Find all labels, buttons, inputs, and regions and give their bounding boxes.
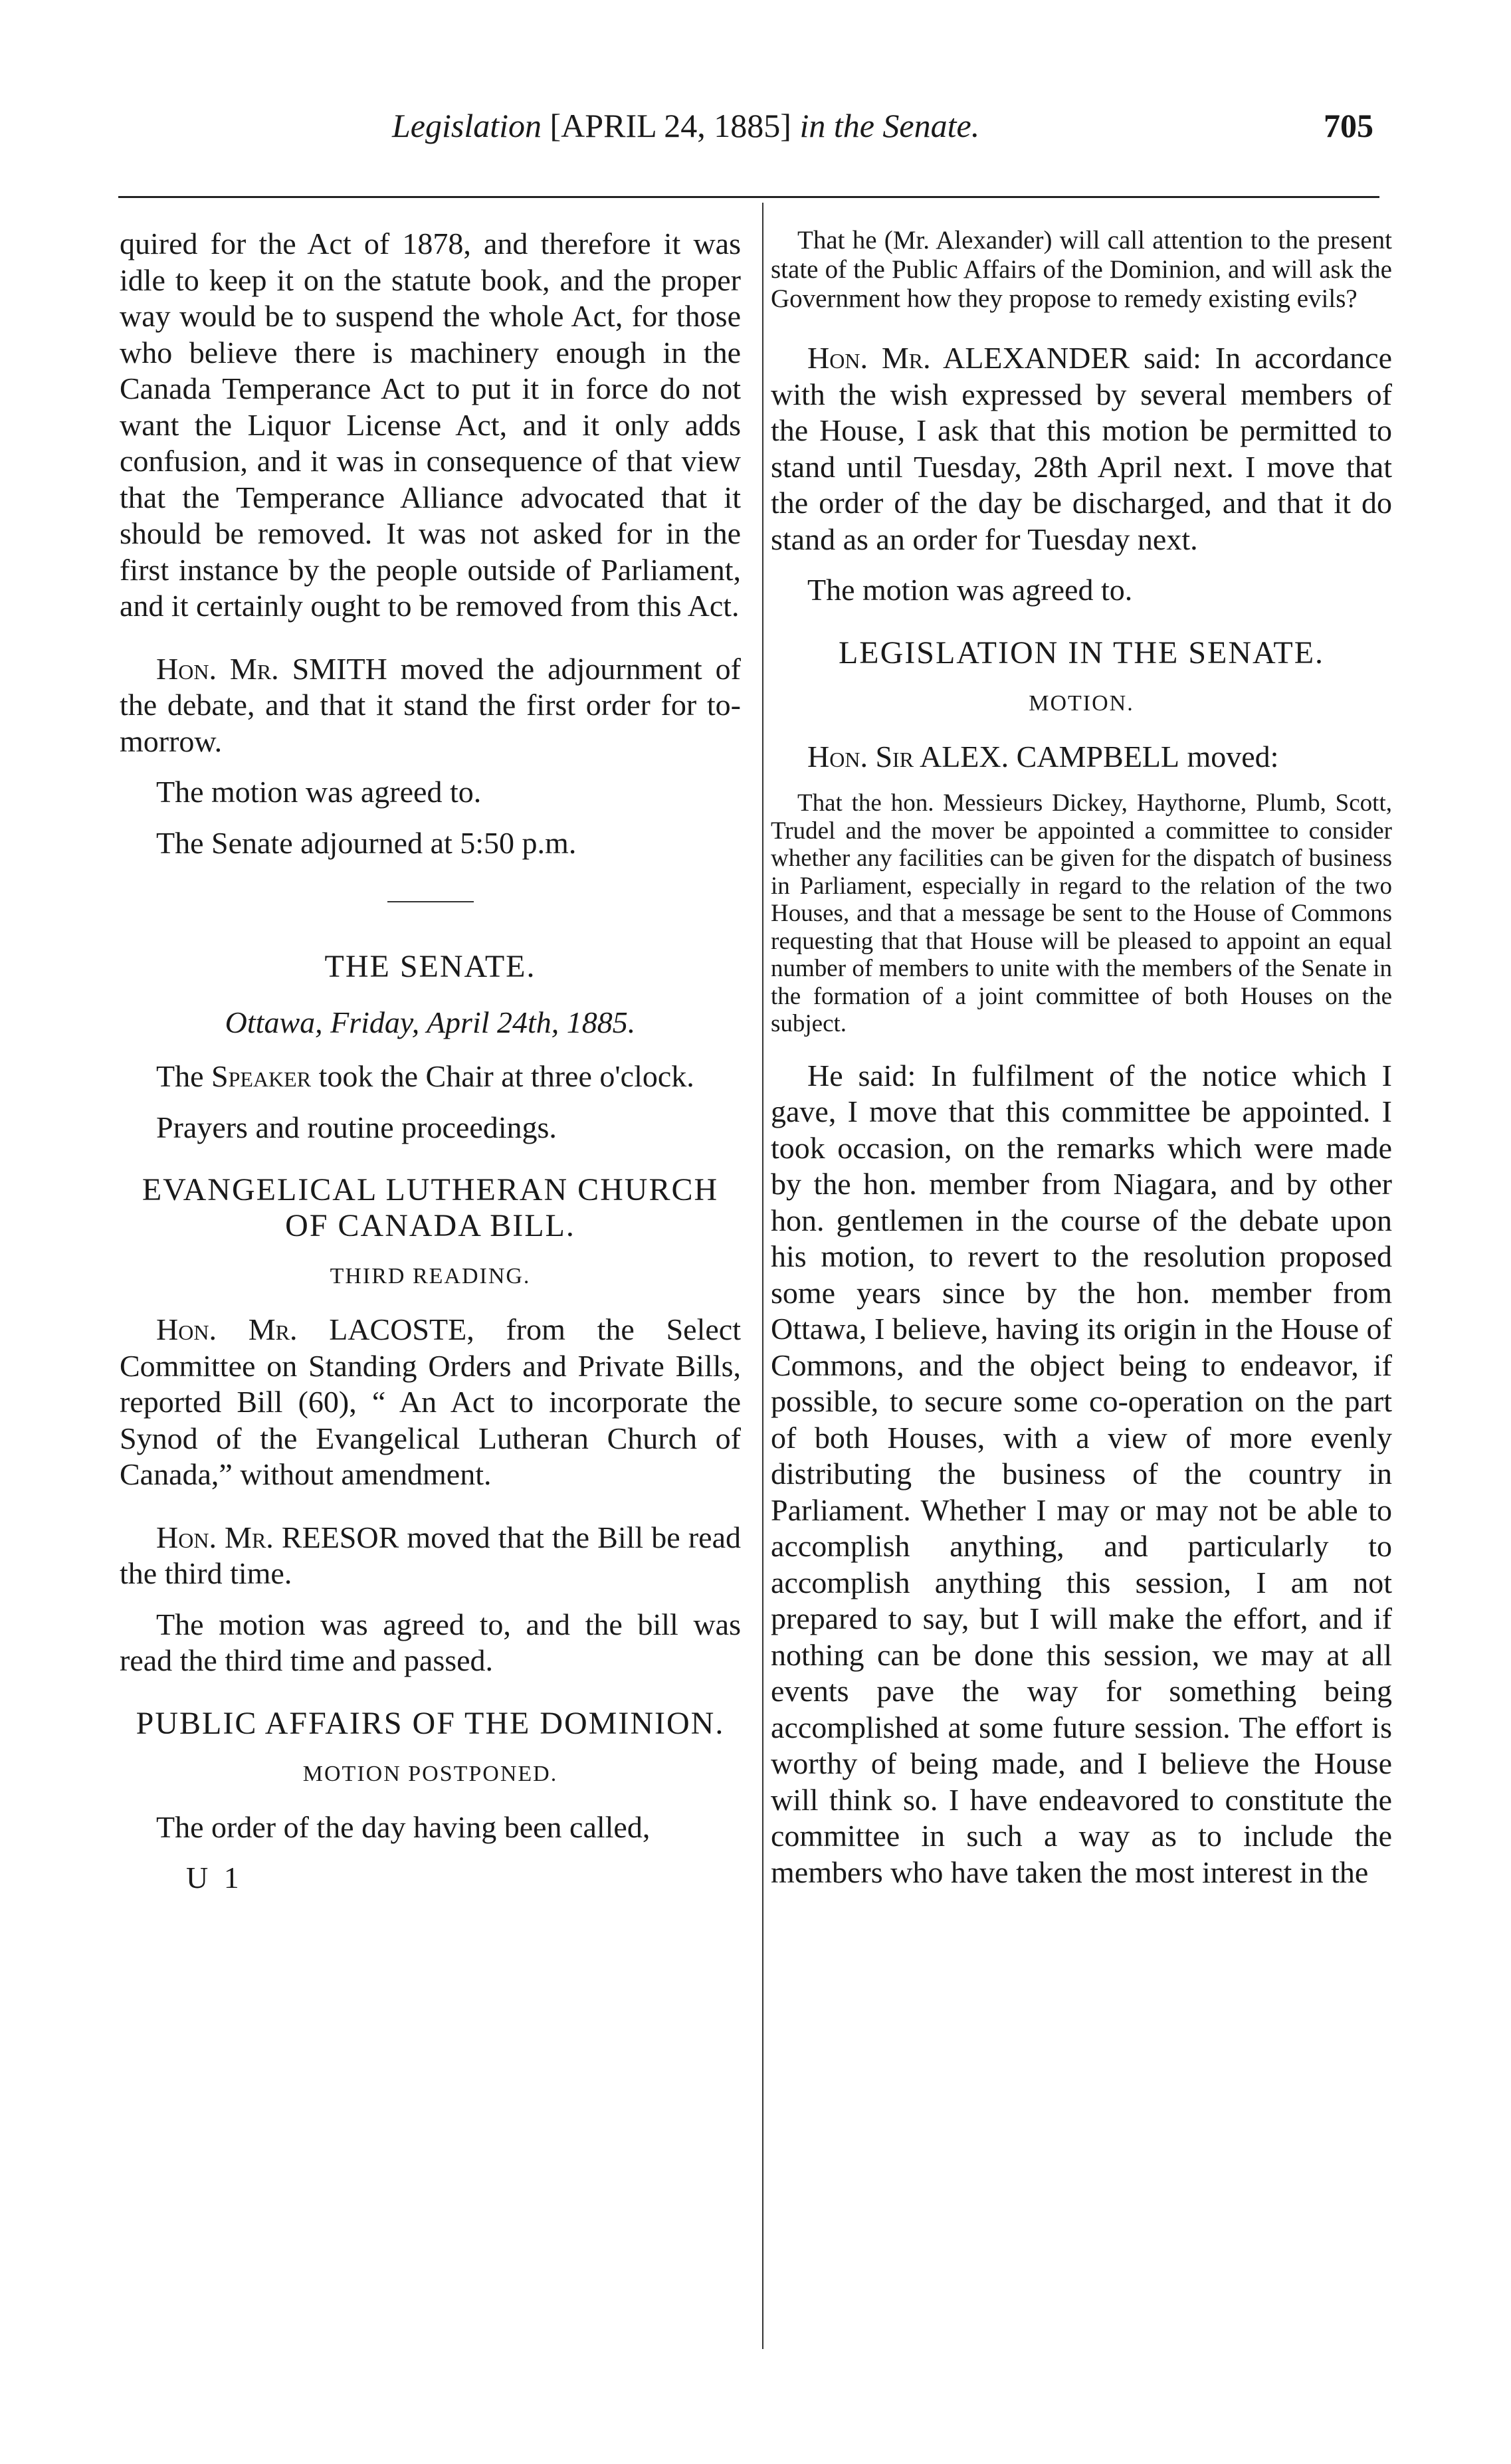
paragraph-motion-agreed: The motion was agreed to. [156,775,482,809]
running-header [0,106,1511,166]
paragraph-alexander-said [771,340,1392,558]
column-divider [762,203,763,2349]
speaker-chair-pre: The [156,1059,212,1093]
speaker-reesor: Hon. Mr. REESOR [156,1520,399,1554]
section-rule [387,901,474,902]
signature-mark: U 1 [186,1861,243,1895]
reesor-text: moved that the Bill be read the third time. [120,1520,741,1590]
paragraph-speaker-chair [120,1059,741,1095]
header-rule [118,196,1379,198]
running-title [392,106,979,145]
paragraph-lacoste [120,1312,741,1493]
dateline: Ottawa, Friday, April 24th, 1885. [225,1005,636,1039]
lutheran-bill-heading: EVANGELICAL LUTHERAN CHURCH OF CANADA BILL. [142,1172,719,1243]
paragraph-reesor [120,1520,741,1592]
speaker-chair-post: took the Chair at three o'clock. [311,1059,694,1093]
running-title-legislation: Legislation [392,107,542,144]
paragraph-bill-passed: The motion was agreed to, and the bill was read the third time and passed. [120,1607,741,1677]
paragraph-alexander-notice: That he (Mr. Alexander) will call attention to the present state of the Public Affairs of the Dominion, and will ask the Government how they propose to remedy existing evils? [771,226,1392,313]
paragraph-motion-agreed-right: The motion was agreed to. [807,573,1133,607]
speaker-alexander: Hon. Mr. ALEXANDER [807,341,1130,375]
motion-postponed-subheading: MOTION POSTPONED. [302,1761,558,1786]
paragraph-prayers: Prayers and routine proceedings. [156,1110,557,1144]
third-reading-subheading: THIRD READING. [330,1264,531,1288]
lacoste-text: from the Select Committee on Standing Orders and Private Bills, reported Bill (60), “ An Act to incorporate the Synod of the Evangelical Lutheran Church of Canada,” without amendment. [120,1312,741,1491]
motion-subheading: MOTION. [1029,690,1134,716]
paragraph-adjourned: The Senate adjourned at 5:50 p.m. [156,825,577,860]
paragraph-he-said: He said: In fulfilment of the notice which I gave, I move that this committee be appointed. I took occasion, on the remarks which were made by the hon. member from Niagara, and by other hon. gentlemen in the course of the debate upon his motion, to revert to the resolution proposed some years since by the hon. member from Ottawa, I believe, having its origin in the House of Commons, and the object being to endeavor, if possible, to secure some co-operation on the part of both Houses, with a view of more evenly distributing the business of the country in Parliament. Whether I may or may not be able to accomplish anything, and particularly to accomplish anything this session, I am not prepared to say, but I will make the effort, and if nothing can be done this session, we may at all events pave the way for something being accomplished at some future session. The effort is worthy of being made, and I believe the House will think so. I have endeavored to constitute the committee in such a way as to include the members who have taken the most interest in the [771,1058,1392,1889]
right-column [771,226,1392,1905]
senate-heading: THE SENATE. [324,949,536,984]
speaker-campbell: Hon. Sir ALEX. CAMPBELL [807,739,1179,773]
legislation-heading: LEGISLATION IN THE SENATE. [838,635,1325,670]
running-title-senate: in the Senate. [799,107,980,144]
speaker-lacoste: Hon. Mr. LACOSTE, [156,1312,474,1346]
left-column [120,226,741,1895]
paragraph-campbell-moved [771,739,1392,775]
smith-motion-text: moved the adjournment of the debate, and that it stand the first order for to-morrow. [120,651,741,758]
paragraph-smith-motion [120,651,741,760]
page-number: 705 [1324,107,1373,144]
paragraph-order-called: The order of the day having been called, [156,1809,651,1844]
campbell-moved-text: moved: [1179,739,1279,773]
paragraph-continued: quired for the Act of 1878, and therefore it was idle to keep it on the statute book, and the proper way would be to suspend the whole Act, for those who believe there is machinery enough in the Canada Temperance Act to put it in force do not want the Liquor License Act, and it only adds confusion, and it was in consequence of that view that the Temperance Alliance advocated that it should be removed. It was not asked for in the first instance by the people outside of Parliament, and it certainly ought to be removed from this Act. [120,227,741,623]
alexander-text: said: In accordance with the wish expressed by several members of the House, I ask that this motion be permitted to stand until Tuesday, 28th April next. I move that the order of the day be discharged, and that it do stand as an order for Tuesday next. [771,341,1392,556]
running-title-date: [APRIL 24, 1885] [550,107,791,144]
speaker-title: Speaker [211,1059,312,1093]
speaker-smith: Hon. Mr. SMITH [156,651,387,686]
public-affairs-heading: PUBLIC AFFAIRS OF THE DOMINION. [136,1705,725,1741]
motion-text: That the hon. Messieurs Dickey, Haythorne, Plumb, Scott, Trudel and the mover be appointed a committee to consider whether any facilities can be given for the dispatch of business in Parliament, especially in regard to the relation of the two Houses, and that a message be sent to the House of Commons requesting that that House will be pleased to appoint an equal number of members to unite with the members of the Senate in the formation of a joint committee of both Houses on the subject. [771,789,1392,1037]
